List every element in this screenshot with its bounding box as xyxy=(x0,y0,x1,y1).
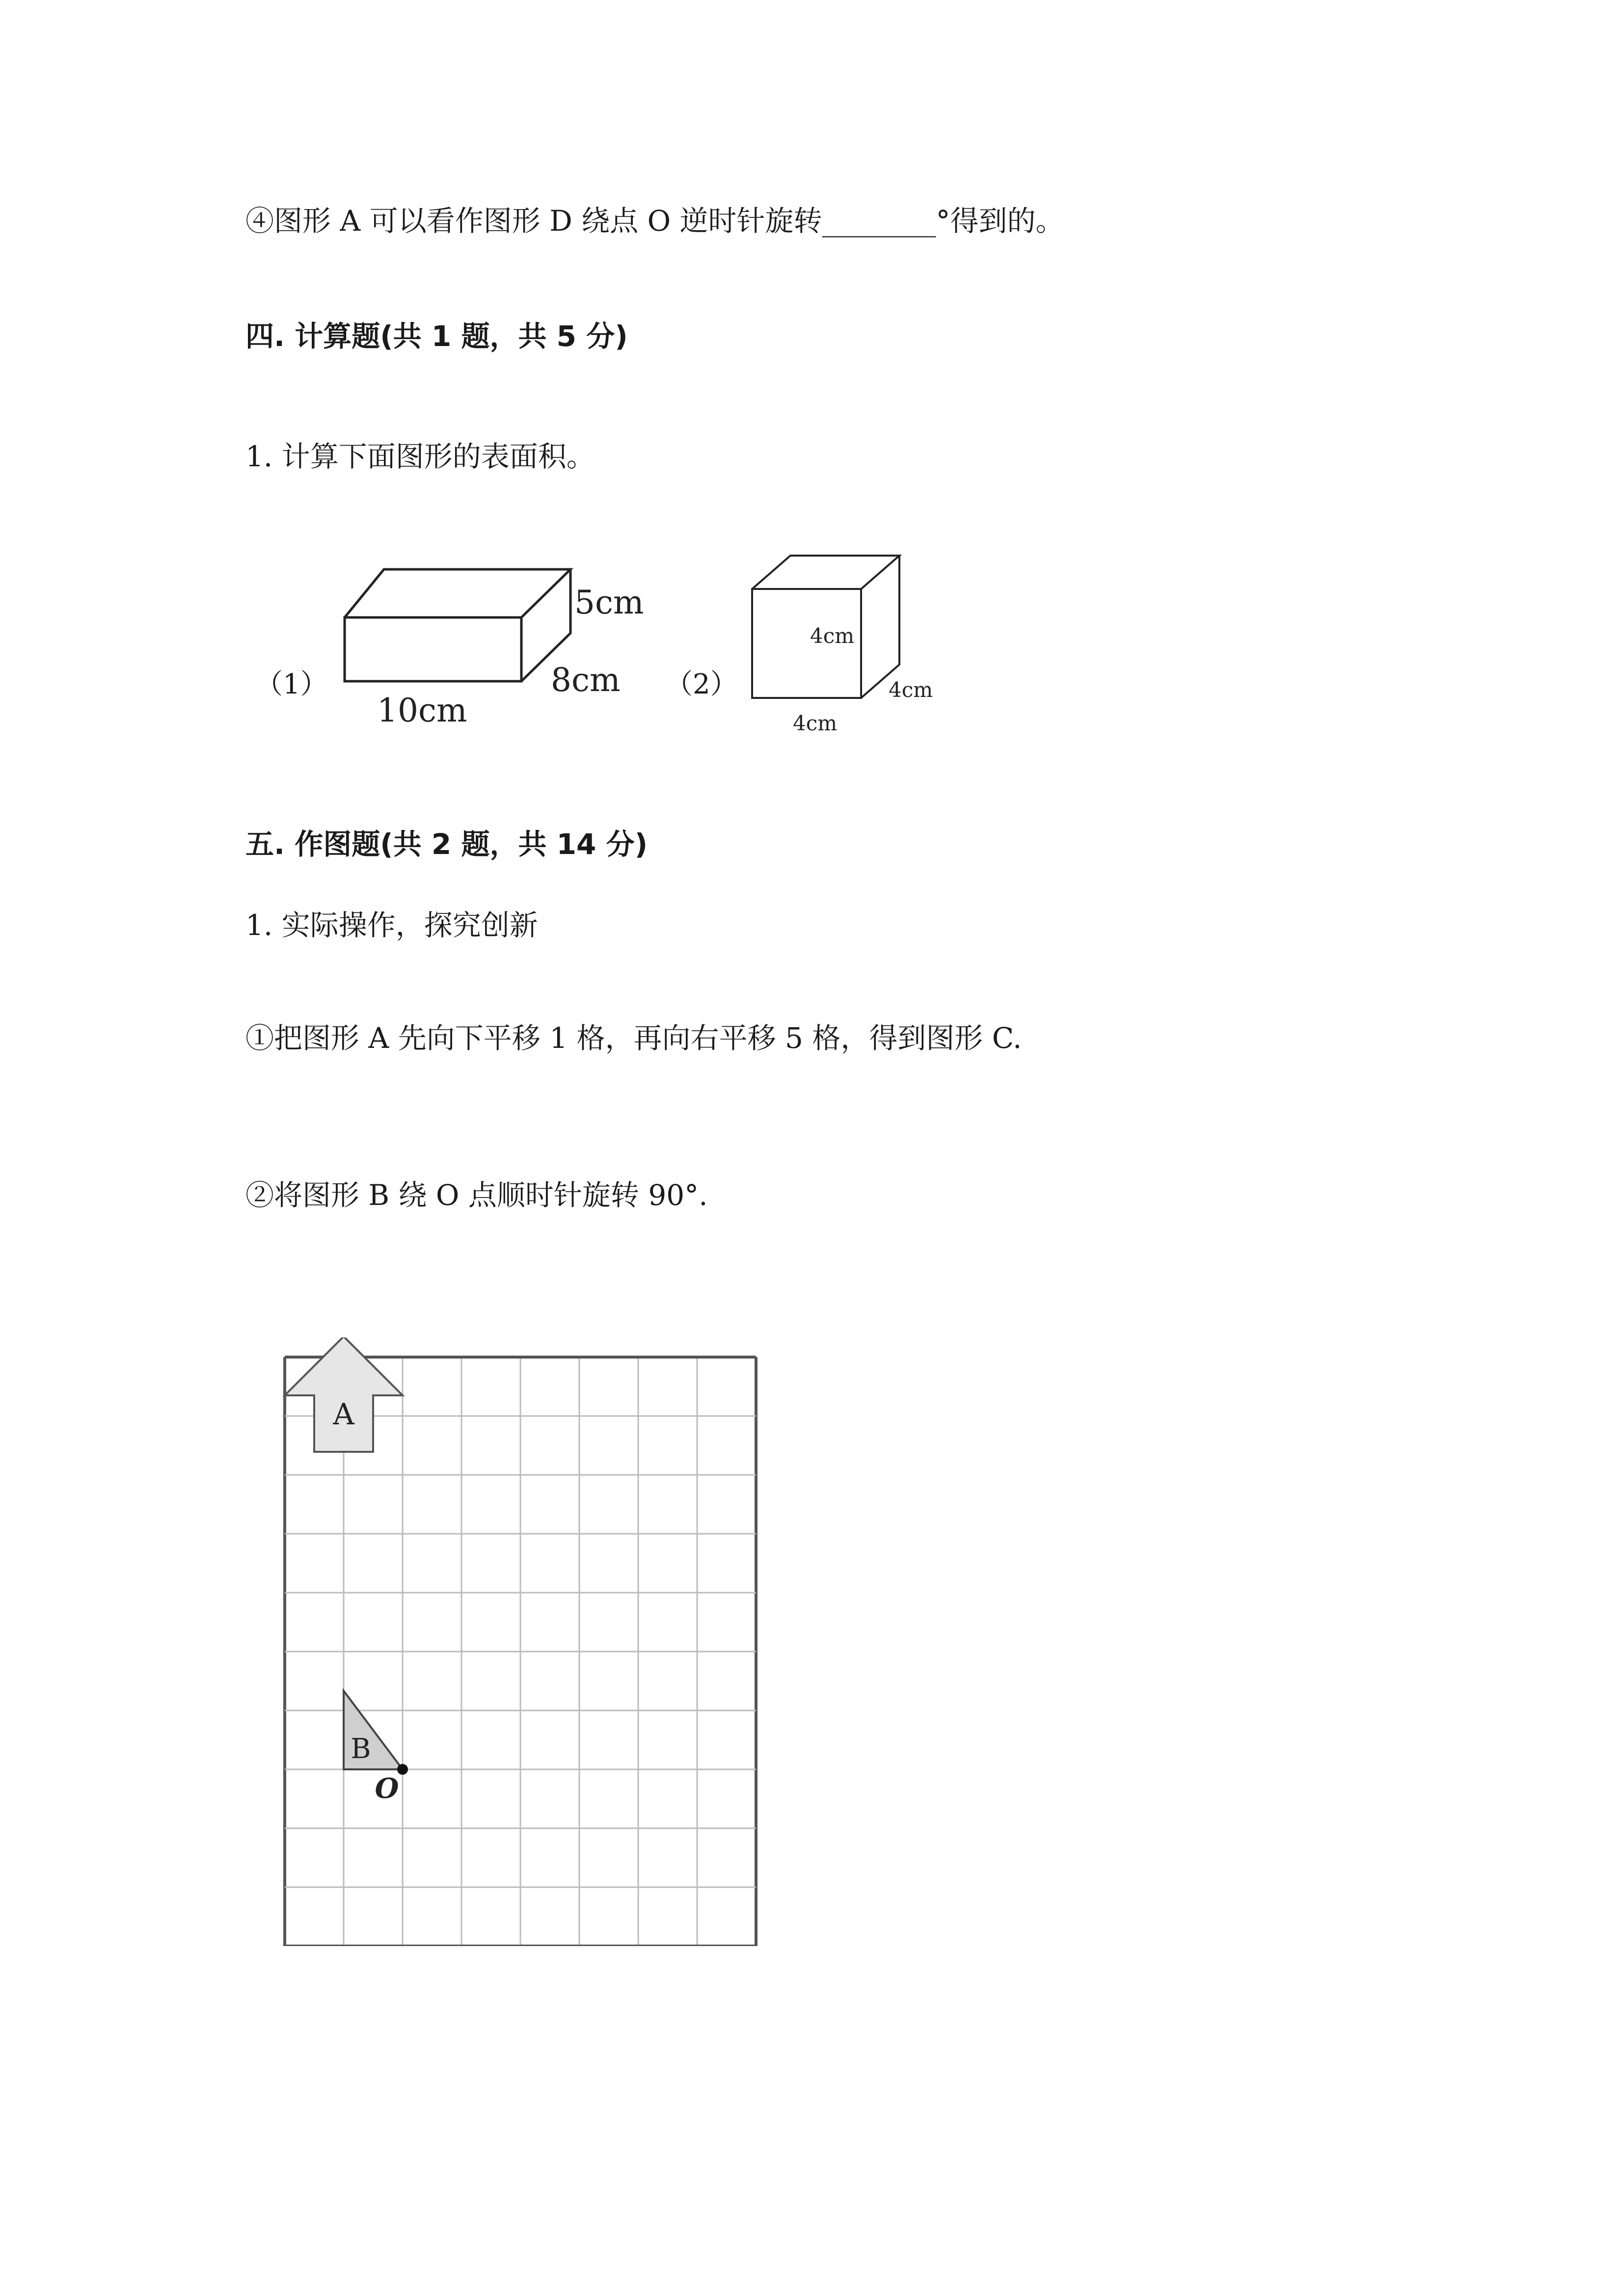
cuboid-height-label: 5cm xyxy=(574,584,644,621)
shape-a-arrow xyxy=(285,1337,403,1452)
cube-figure xyxy=(736,550,947,746)
section4-question1: 1. 计算下面图形的表面积。 xyxy=(245,440,595,473)
cube-bottom-label: 4cm xyxy=(793,711,838,735)
section5-step2: ②将图形 B 绕 O 点顺时针旋转 90°. xyxy=(245,1178,708,1212)
question-rotation-text: ④图形 A 可以看作图形 D 绕点 O 逆时针旋转________°得到的。 xyxy=(245,204,1064,238)
section4-heading: 四. 计算题(共 1 题，共 5 分) xyxy=(245,320,628,353)
cube-side-label: 4cm xyxy=(889,678,933,702)
cube-front-label: 4cm xyxy=(810,624,855,648)
figure2-label: （2） xyxy=(665,668,738,700)
shape-b-label: B xyxy=(351,1733,371,1765)
shape-a-label: A xyxy=(333,1397,354,1432)
cuboid-figure xyxy=(334,560,658,736)
point-o-label: O xyxy=(375,1772,399,1805)
figure1-label: （1） xyxy=(255,668,328,700)
cuboid-length-label: 10cm xyxy=(377,692,467,729)
section5-heading: 五. 作图题(共 2 题，共 14 分) xyxy=(245,828,648,861)
section5-step1: ①把图形 A 先向下平移 1 格，再向右平移 5 格，得到图形 C. xyxy=(245,1021,1022,1055)
section5-question1: 1. 实际操作，探究创新 xyxy=(245,908,538,942)
cuboid-depth-label: 8cm xyxy=(551,661,621,699)
grid-figure xyxy=(275,1337,776,1946)
